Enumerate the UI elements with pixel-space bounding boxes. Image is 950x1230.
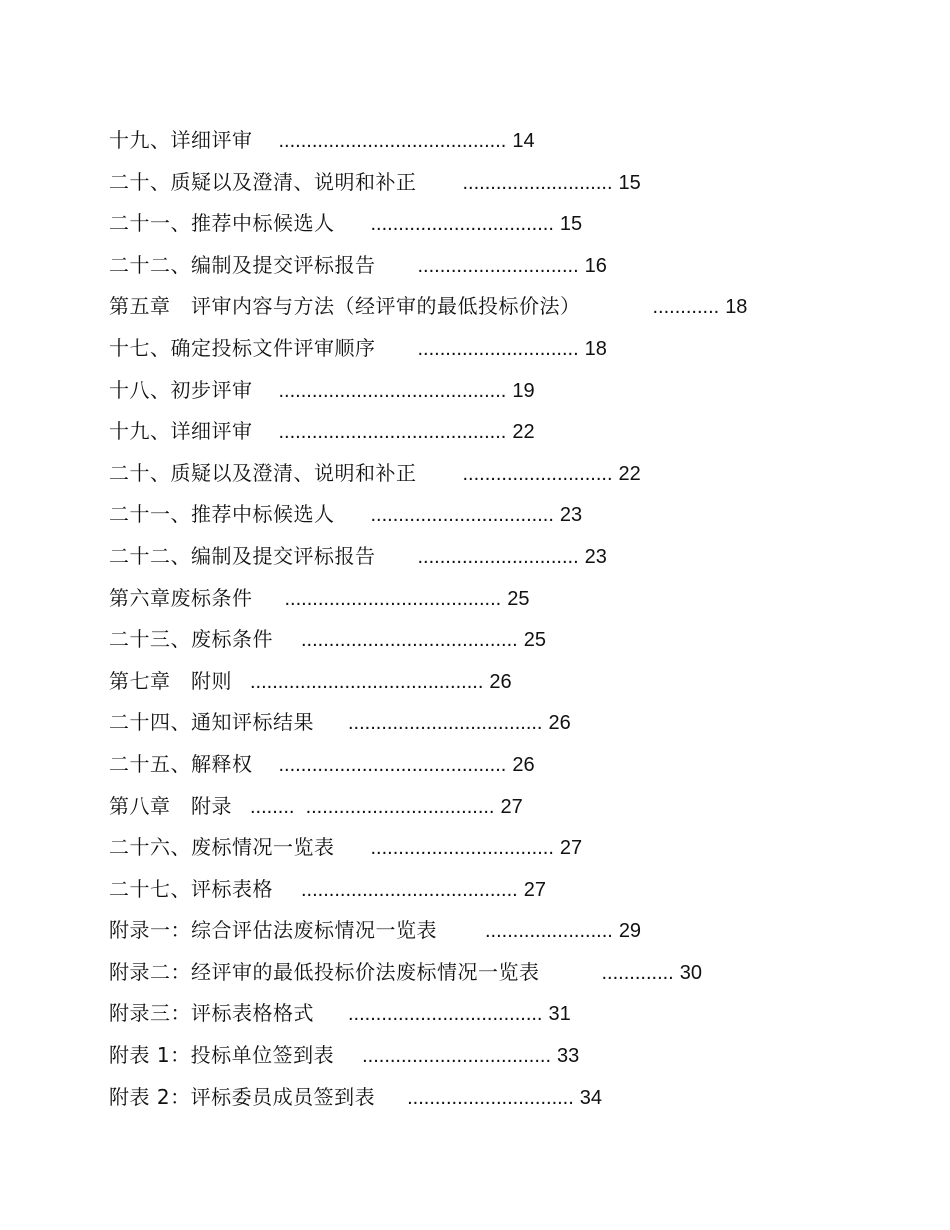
toc-entry-page-number: 22 — [512, 421, 535, 444]
toc-entry[interactable] — [109, 494, 889, 536]
toc-entry[interactable] — [109, 536, 889, 578]
toc-entry-leader: ....................... — [485, 920, 613, 943]
toc-entry-title: 十八、初步评审 — [109, 377, 253, 402]
toc-entry[interactable] — [109, 203, 889, 245]
toc-entry-leader: ............. — [601, 961, 674, 984]
toc-entry-title: 附录一：综合评估法废标情况一览表 — [109, 918, 437, 943]
toc-entry-page-number: 16 — [584, 254, 607, 277]
toc-entry-page-number: 22 — [618, 462, 641, 485]
toc-entry-leader: ......................................... — [278, 421, 507, 444]
toc-entry[interactable] — [109, 910, 889, 952]
toc-entry-leader: ................................... — [348, 712, 543, 735]
toc-entry-title: 第六章废标条件 — [109, 585, 253, 610]
toc-entry-title: 二十一、推荐中标候选人 — [109, 502, 335, 527]
toc-entry-title: 附录二：经评审的最低投标价法废标情况一览表 — [109, 959, 540, 984]
toc-entry-page-number: 15 — [559, 213, 583, 236]
toc-entry-page-number: 27 — [500, 795, 523, 818]
toc-entry-leader: ................................. — [370, 837, 554, 860]
toc-entry-page-number: 25 — [507, 587, 530, 610]
toc-entry[interactable] — [109, 952, 889, 994]
toc-entry[interactable] — [109, 661, 889, 703]
toc-entry-leader: ....................................... — [284, 587, 502, 610]
toc-entry-leader: ......................................... — [278, 379, 507, 402]
toc-entry-page-number: 29 — [618, 920, 642, 943]
toc-entry-leader: ......................................... — [278, 130, 507, 152]
toc-entry[interactable] — [109, 786, 889, 828]
toc-entry-title: 附表 2：评标委员成员签到表 — [109, 1084, 376, 1109]
toc-entry[interactable] — [109, 1077, 889, 1119]
toc-entry-title: 二十六、废标情况一览表 — [109, 835, 335, 860]
toc-entry-page-number: 23 — [584, 545, 607, 568]
toc-entry[interactable] — [109, 120, 889, 162]
toc-entry-leader: ......................................... — [278, 753, 507, 776]
toc-entry[interactable] — [109, 245, 889, 287]
toc-entry-title: 二十、质疑以及澄清、说明和补正 — [109, 460, 417, 485]
toc-entry-leader: ........ .................................. — [250, 795, 495, 818]
toc-entry-page-number: 25 — [523, 629, 546, 652]
toc-entry-title: 第八章 附录 — [109, 793, 232, 818]
toc-entry-page-number: 33 — [557, 1045, 580, 1068]
toc-entry-page-number: 26 — [489, 670, 512, 693]
toc-entry-leader: ....................................... — [301, 878, 518, 901]
toc-entry-title: 附表 1：投标单位签到表 — [109, 1043, 335, 1068]
toc-entry[interactable] — [109, 286, 889, 328]
toc-entry-page-number: 27 — [523, 878, 546, 901]
toc-entry-title: 二十四、通知评标结果 — [109, 710, 314, 735]
toc-entry-title: 第五章 评审内容与方法（经评审的最低投标价法） — [109, 294, 581, 319]
toc-entry[interactable] — [109, 328, 889, 370]
toc-entry-page-number: 15 — [618, 171, 641, 194]
toc-entry-leader: ........................... — [462, 171, 613, 194]
toc-entry-leader: ............ — [652, 296, 720, 319]
toc-entry-leader: ....................................... — [301, 629, 518, 652]
toc-entry-page-number: 18 — [725, 296, 748, 319]
toc-entry[interactable] — [109, 162, 889, 204]
toc-entry[interactable] — [109, 869, 889, 911]
toc-entry-leader: .......................................... — [250, 670, 484, 693]
toc-entry[interactable] — [109, 453, 889, 495]
toc-entry-title: 二十五、解释权 — [109, 751, 253, 776]
toc-entry-leader: ............................. — [417, 545, 579, 568]
toc-entry-page-number: 18 — [584, 337, 607, 360]
toc-entry-title: 第七章 附则 — [109, 668, 232, 693]
toc-entry-title: 附录三：评标表格格式 — [109, 1001, 314, 1026]
toc-entry[interactable] — [109, 993, 889, 1035]
toc-entry-page-number: 26 — [548, 712, 571, 735]
toc-entry-title: 二十二、编制及提交评标报告 — [109, 543, 376, 568]
toc-entry-page-number: 14 — [512, 130, 535, 152]
toc-entry-leader: .................................. — [362, 1045, 552, 1068]
toc-entry-page-number: 31 — [548, 1003, 571, 1026]
toc-entry-page-number: 27 — [559, 837, 583, 860]
toc-entry-title: 十九、详细评审 — [109, 128, 253, 152]
toc-entry[interactable] — [109, 578, 889, 620]
toc-entry-page-number: 26 — [512, 753, 535, 776]
toc-entry-title: 十九、详细评审 — [109, 419, 253, 444]
toc-entry[interactable] — [109, 370, 889, 412]
toc-entry[interactable] — [109, 702, 889, 744]
toc-entry[interactable] — [109, 1035, 889, 1077]
toc-entry-title: 二十一、推荐中标候选人 — [109, 211, 335, 236]
toc-entry-page-number: 19 — [512, 379, 535, 402]
toc-entry[interactable] — [109, 411, 889, 453]
toc-entry-page-number: 23 — [559, 504, 583, 527]
toc-entry-title: 十七、确定投标文件评审顺序 — [109, 335, 376, 360]
toc-entry-title: 二十二、编制及提交评标报告 — [109, 252, 376, 277]
toc-entry-leader: ................................. — [370, 504, 554, 527]
toc-entry-title: 二十三、废标条件 — [109, 627, 273, 652]
toc-entry-leader: ................................... — [348, 1003, 543, 1026]
toc-entry[interactable] — [109, 827, 889, 869]
toc-entry-leader: .............................. — [407, 1086, 574, 1109]
toc-entry-leader: ............................. — [417, 337, 579, 360]
toc-entry[interactable] — [109, 744, 889, 786]
toc-entry-leader: ................................. — [370, 213, 554, 236]
table-of-contents — [109, 120, 889, 1118]
toc-entry-title: 二十七、评标表格 — [109, 876, 273, 901]
toc-entry-title: 二十、质疑以及澄清、说明和补正 — [109, 169, 417, 194]
toc-entry[interactable] — [109, 619, 889, 661]
toc-entry-leader: ............................. — [417, 254, 579, 277]
toc-entry-leader: ........................... — [462, 462, 613, 485]
toc-entry-page-number: 34 — [579, 1086, 603, 1109]
toc-entry-page-number: 30 — [679, 961, 702, 984]
